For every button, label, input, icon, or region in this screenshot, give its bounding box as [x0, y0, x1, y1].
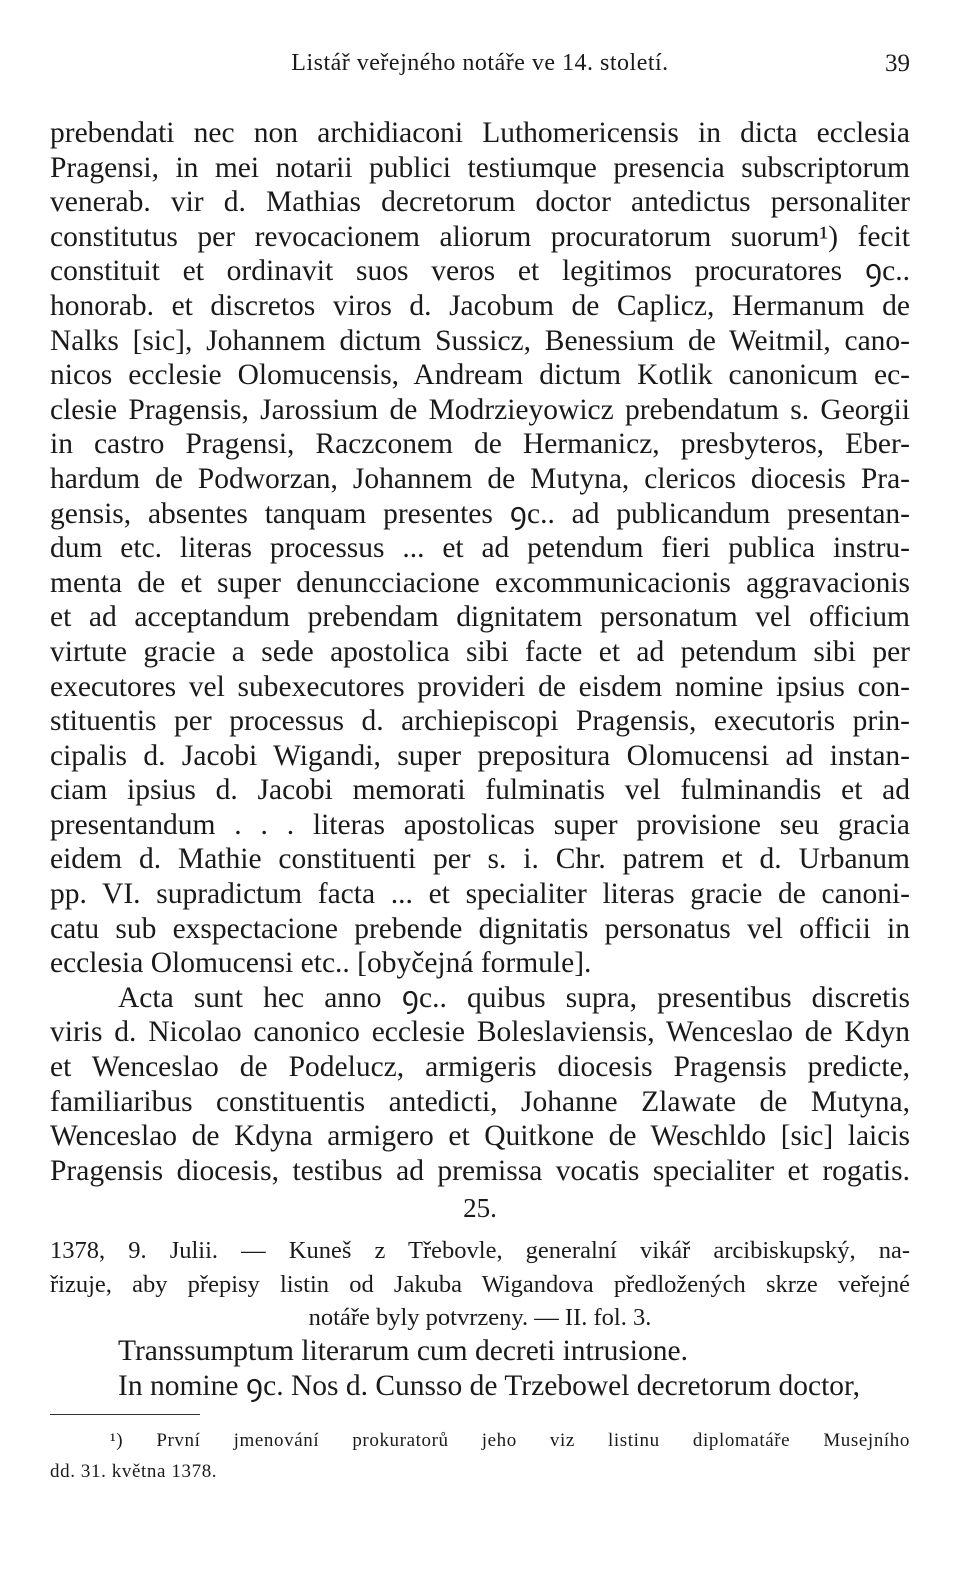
- document-number: 25.: [463, 1193, 497, 1223]
- running-title: Listář veřejného notáře ve 14. století.: [291, 50, 669, 76]
- text-line: gensis, absentes tanquam presentes ꝯc.. ad publicandum presentan-: [50, 497, 910, 530]
- text-line: hardum de Podworzan, Johannem de Mutyna, clericos diocesis Pra-: [50, 462, 910, 495]
- footnote-line: dd. 31. května 1378.: [50, 1461, 218, 1482]
- regest-line: 1378, 9. Julii. — Kuneš z Třebovle, generalní vikář arcibiskupský, na-: [50, 1237, 910, 1264]
- document-opening: [50, 1334, 910, 1403]
- text-line: familiaribus constituentis antedicti, Johanne Zlawate de Mutyna,: [50, 1085, 910, 1118]
- text-line: eidem d. Mathie constituenti per s. i. Chr. patrem et d. Urbanum: [50, 843, 910, 876]
- regest-line: řizuje, aby přepisy listin od Jakuba Wigandova předložených skrze veřejné: [50, 1270, 910, 1298]
- text-line: pp. VI. supradictum facta ... et specialiter literas gracie de canoni-: [50, 878, 910, 911]
- main-text: [50, 116, 910, 1188]
- text-line: virtute gracie a sede apostolica sibi facte et ad petendum sibi per: [50, 635, 910, 668]
- regest-line: notáře byly potvrzeny. — II. fol. 3.: [308, 1304, 652, 1331]
- text-line: constitutus per revocacionem aliorum procuratorum suorum¹) fecit: [50, 220, 910, 253]
- text-line: constituit et ordinavit suos veros et legitimos procuratores ꝯc..: [50, 255, 910, 288]
- text-line: et ad acceptandum prebendam dignitatem personatum vel officium: [50, 601, 910, 634]
- text-line: Pragensi, in mei notarii publici testiumque presencia subscriptorum: [50, 151, 910, 184]
- footnote-line: ¹) První jmenování prokuratorů jeho viz listinu diplomatáře Musejního: [110, 1430, 910, 1451]
- text-line: executores vel subexecutores provideri de eisdem nomine ipsius con-: [50, 670, 910, 703]
- document-heading: Transsumptum literarum cum decreti intrusione.: [118, 1335, 688, 1367]
- footnote-rule: [50, 1414, 200, 1415]
- text-line: prebendati nec non archidiaconi Luthomericensis in dicta ecclesia: [50, 117, 910, 149]
- text-line: stituentis per processus d. archiepiscopi Pragensis, executoris prin-: [50, 705, 910, 738]
- text-line: et Wenceslao de Podelucz, armigeris diocesis Pragensis predicte,: [50, 1051, 910, 1084]
- text-line: venerab. vir d. Mathias decretorum doctor antedictus personaliter: [50, 186, 910, 219]
- regest: [50, 1234, 910, 1335]
- text-line: clesie Pragensis, Jarossium de Modrzieyowicz prebendatum s. Georgii: [50, 393, 910, 426]
- paragraph-start: Acta sunt hec anno ꝯc.. quibus supra, presentibus discretis: [118, 981, 910, 1014]
- text-line: catu sub exspectacione prebende dignitatis personatus vel officii in: [50, 912, 910, 945]
- text-line: dum etc. literas processus ... et ad petendum fieri publica instru-: [50, 532, 910, 565]
- text-line: in castro Pragensi, Raczconem de Hermanicz, presbyteros, Eber-: [50, 428, 910, 461]
- text-line: Wenceslao de Kdyna armigero et Quitkone de Weschldo [sic] laicis: [50, 1120, 910, 1153]
- text-line: cipalis d. Jacobi Wigandi, super prepositura Olomucensi ad instan-: [50, 739, 910, 772]
- page-number: 39: [885, 50, 910, 77]
- text-line: In nomine ꝯc. Nos d. Cunsso de Trzebowel decretorum doctor,: [118, 1369, 861, 1402]
- text-line: ciam ipsius d. Jacobi memorati fulminatis vel fulminandis et ad: [50, 774, 910, 807]
- text-line: nicos ecclesie Olomucensis, Andream dictum Kotlik canonicum ec-: [50, 359, 910, 392]
- text-line: menta de et super denuncciacione excommunicacionis aggravacionis: [50, 566, 910, 599]
- text-line: presentandum . . . literas apostolicas super provisione seu gracia: [50, 808, 910, 841]
- text-line: viris d. Nicolao canonico ecclesie Boleslaviensis, Wenceslao de Kdyn: [50, 1016, 910, 1049]
- text-line: Nalks [sic], Johannem dictum Sussicz, Benessium de Weitmil, cano-: [50, 324, 910, 357]
- footnote: [50, 1425, 910, 1487]
- page-header: [50, 50, 910, 86]
- text-line: ecclesia Olomucensi etc.. [obyčejná formule].: [50, 947, 592, 980]
- text-line: honorab. et discretos viros d. Jacobum de Caplicz, Hermanum de: [50, 289, 910, 322]
- text-line: Pragensis diocesis, testibus ad premissa vocatis specialiter et rogatis.: [50, 1154, 910, 1187]
